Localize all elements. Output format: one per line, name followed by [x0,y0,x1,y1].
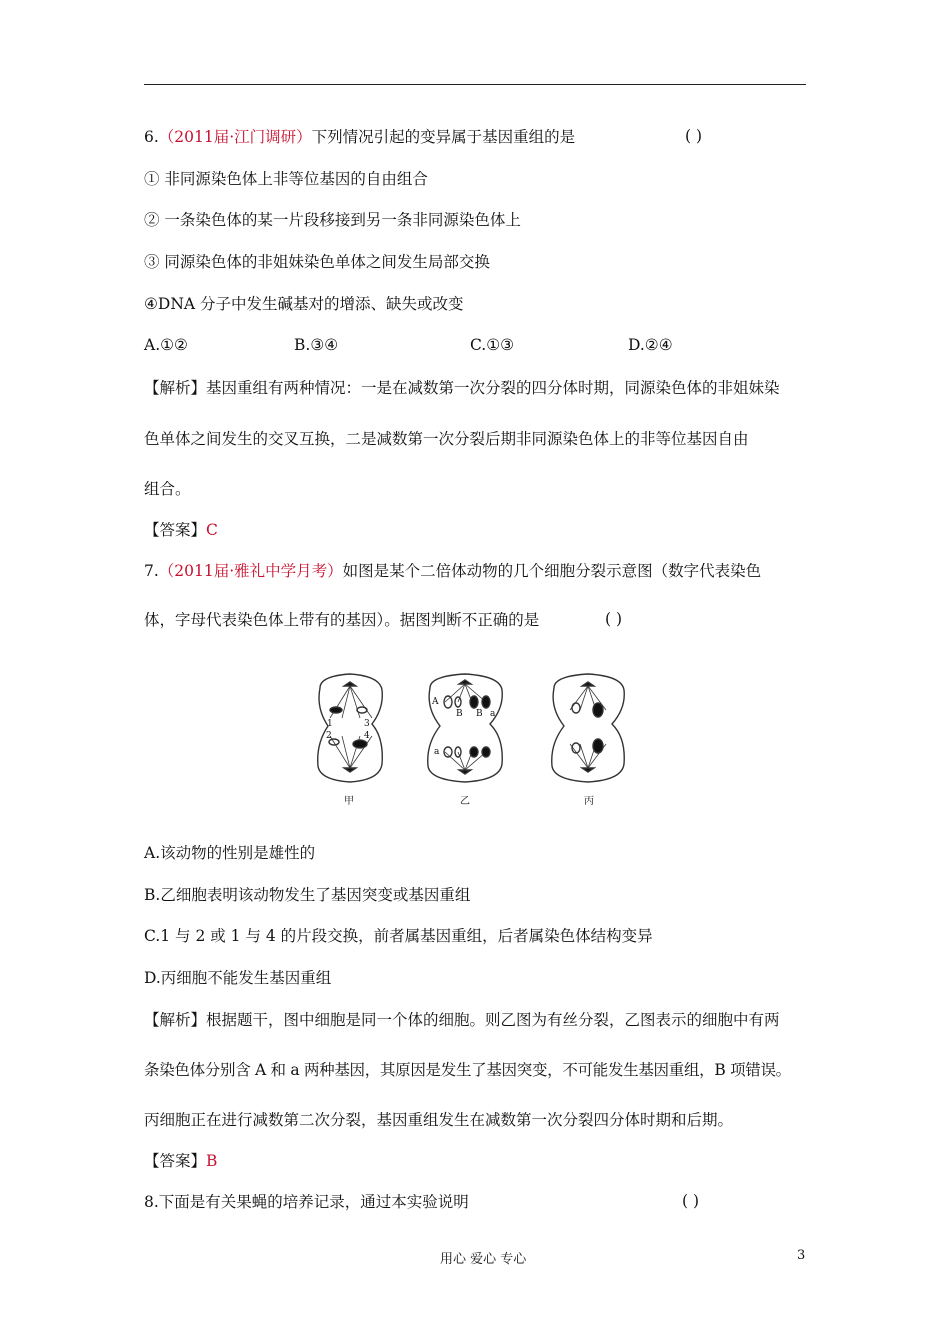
page-number: 3 [797,1248,806,1263]
q6-answer-paren: ( ) [685,127,703,145]
q6-option-d: D.②④ [628,336,673,354]
cell-yi [428,674,503,782]
q6-option-c: C.①③ [470,336,515,354]
q6-answer [144,520,218,540]
q6-stem-text: 下列情况引起的变异属于基因重组的是 [311,128,576,146]
cell-yi-gene-a1: a [490,709,496,719]
cell-yi-gene-a2: a [434,747,440,757]
q6-option-b: B.③④ [294,336,339,354]
q6-stem [144,127,575,147]
q6-analysis-text-1: 基因重组有两种情况：一是在减数第一次分裂的四分体时期，同源染色体的非姐妹染 [206,379,780,397]
q7-source: （2011届·雅礼中学月考） [158,562,343,580]
page-footer: 用心 爱心 专心 [440,1252,527,1267]
q7-option-a: A.该动物的性别是雄性的 [144,844,316,862]
q7-analysis-line-1 [144,1010,780,1030]
cell-jia-num-2: 2 [326,731,332,741]
cell-jia-label: 甲 [344,796,354,807]
q7-analysis-line-3: 丙细胞正在进行减数第二次分裂，基因重组发生在减数第一次分裂四分体时期和后期。 [144,1111,734,1129]
cell-jia-num-3: 3 [364,719,370,729]
q8-stem [144,1192,469,1212]
q7-analysis-text-1: 根据题干，图中细胞是同一个体的细胞。则乙图为有丝分裂，乙图表示的细胞中有两 [206,1011,780,1029]
q6-item-4: ④DNA 分子中发生碱基对的增添、缺失或改变 [144,295,464,313]
q7-stem-line-1 [144,561,761,581]
q6-analysis-line-3: 组合。 [144,480,191,498]
cell-bing [552,674,625,782]
q8-stem-text: 下面是有关果蝇的培养记录，通过本实验说明 [158,1193,469,1211]
q6-analysis-line-1 [144,378,780,398]
cell-yi-gene-A: A [432,697,439,707]
header-rule [144,84,806,85]
q6-item-2: ② 一条染色体的某一片段移接到另一条非同源染色体上 [144,211,521,229]
q7-answer-value: B [206,1152,218,1170]
q7-option-d: D.丙细胞不能发生基因重组 [144,969,332,987]
cell-jia-num-4: 4 [364,731,370,741]
q7-analysis-label: 【解析】 [144,1011,207,1029]
cell-jia-num-1: 1 [327,719,333,729]
q7-number: 7. [144,562,159,580]
q6-source: （2011届·江门调研） [158,128,312,146]
q6-answer-value: C [206,521,218,539]
q6-number: 6. [144,128,159,146]
q6-answer-label: 【答案】 [144,521,207,539]
q7-option-b: B.乙细胞表明该动物发生了基因突变或基因重组 [144,886,471,904]
cell-yi-label: 乙 [460,796,470,807]
q6-item-3: ③ 同源染色体的非姐妹染色单体之间发生局部交换 [144,253,490,271]
cell-division-figure [300,668,640,814]
cell-yi-gene-B1: B [456,709,463,719]
q8-answer-paren: ( ) [682,1192,700,1210]
q6-analysis-line-2: 色单体之间发生的交叉互换，二是减数第一次分裂后期非同源染色体上的非等位基因自由 [144,430,749,448]
q7-stem-line-2: 体，字母代表染色体上带有的基因）。据图判断不正确的是 [144,611,540,629]
cell-yi-gene-B2: B [476,709,483,719]
q6-option-a: A.①② [144,336,188,354]
q7-answer-paren: ( ) [605,610,623,628]
q8-number: 8. [144,1193,159,1211]
q7-analysis-line-2: 条染色体分别含 A 和 a 两种基因，其原因是发生了基因突变，不可能发生基因重组，B 项错误。 [144,1061,791,1079]
q6-item-1: ① 非同源染色体上非等位基因的自由组合 [144,170,428,188]
cell-bing-label: 丙 [584,796,594,807]
q6-analysis-label: 【解析】 [144,379,207,397]
q7-option-c: C.1 与 2 或 1 与 4 的片段交换，前者属基因重组，后者属染色体结构变异 [144,927,653,945]
q7-answer [144,1151,217,1171]
q7-stem-text-1: 如图是某个二倍体动物的几个细胞分裂示意图（数字代表染色 [342,562,762,580]
q7-answer-label: 【答案】 [144,1152,207,1170]
